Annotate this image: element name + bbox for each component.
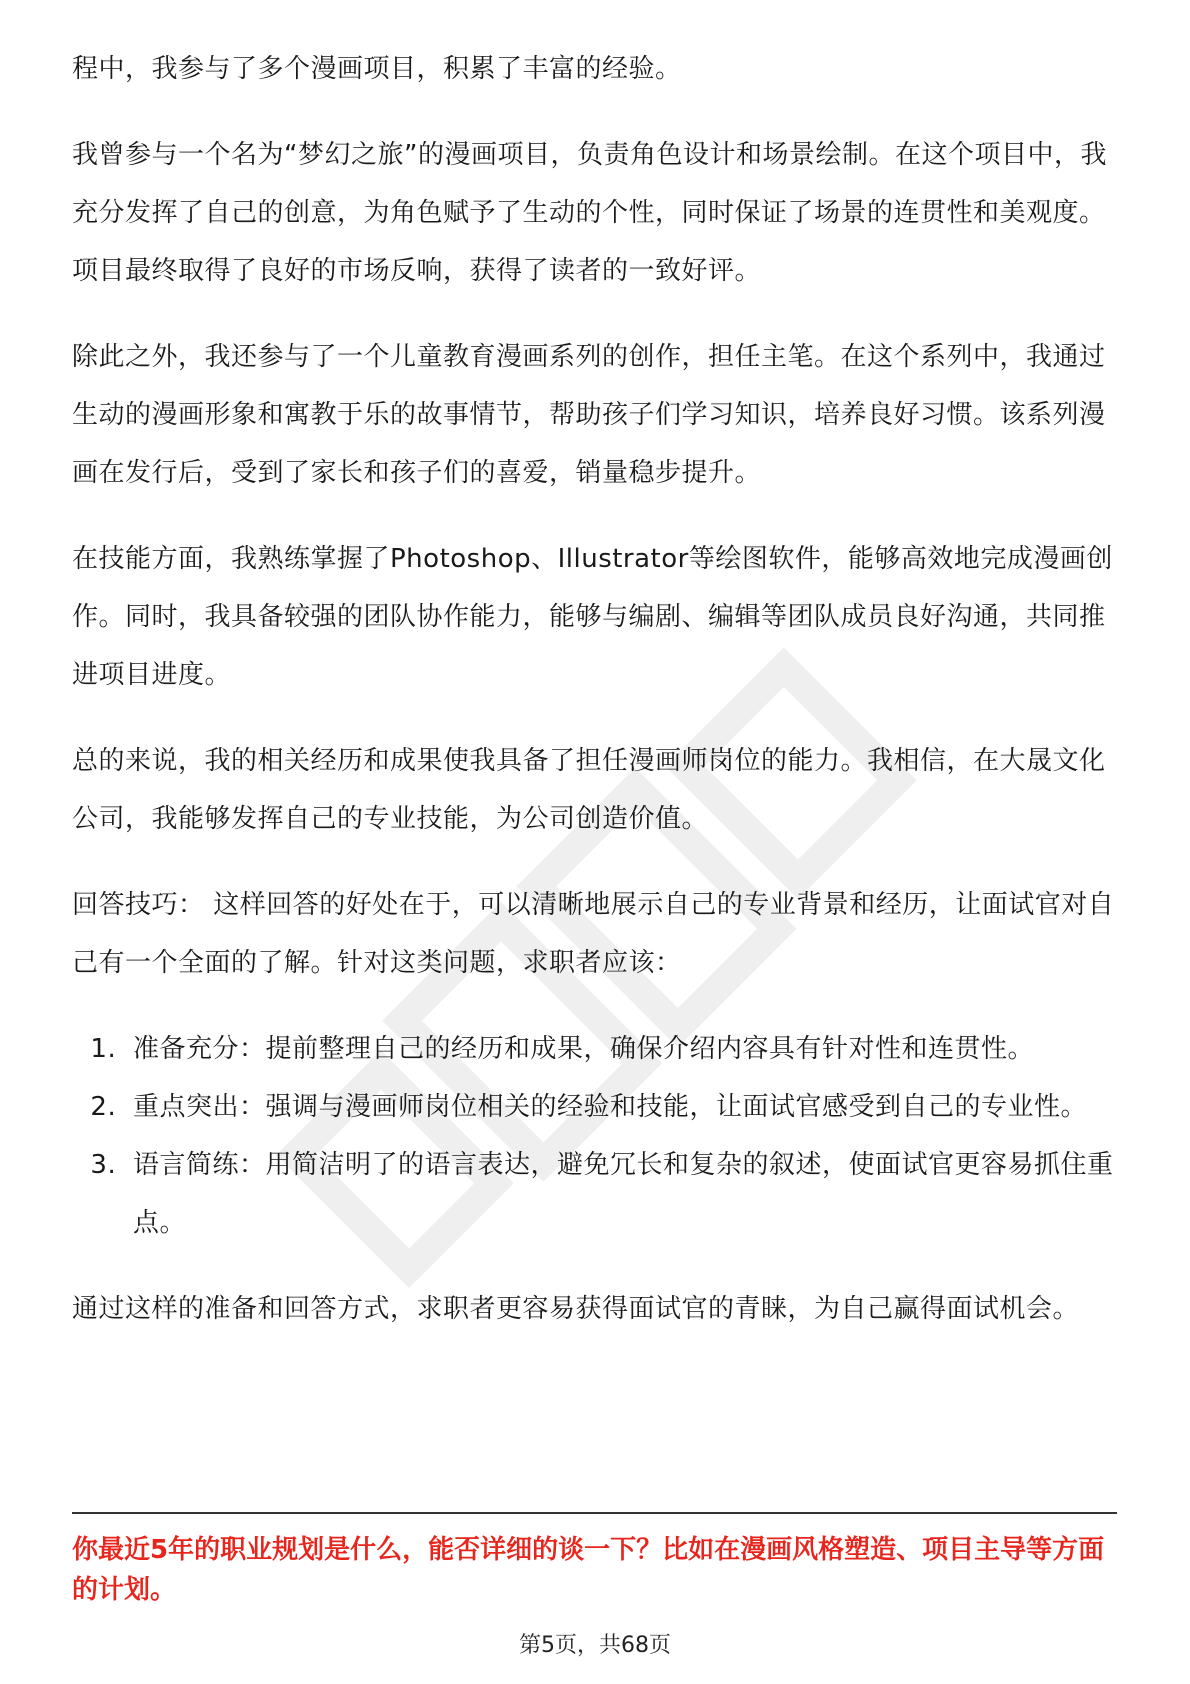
paragraph-skills: 在技能方面，我熟练掌握了Photoshop、Illustrator等绘图软件，能够高效地完成漫画创作。同时，我具备较强的团队协作能力，能够与编剧、编辑等团队成员良好沟通，共同推进项目进度。 bbox=[72, 544, 1113, 690]
page-footer: 第5页，共68页 bbox=[519, 1633, 671, 1658]
section-divider bbox=[72, 1512, 1117, 1514]
next-question-heading: 你最近5年的职业规划是什么，能否详细的谈一下？比如在漫画风格塑造、项目主导等方面的计划。 bbox=[72, 1535, 1105, 1605]
tip-item-highlight: 2. 重点突出：强调与漫画师岗位相关的经验和技能，让面试官感受到自己的专业性。 bbox=[125, 1078, 1117, 1136]
tip-item-prepare: 1. 准备充分：提前整理自己的经历和成果，确保介绍内容具有针对性和连贯性。 bbox=[125, 1020, 1117, 1078]
tips-list bbox=[72, 1020, 1117, 1252]
paragraph-answer-tips: 回答技巧： 这样回答的好处在于，可以清晰地展示自己的专业背景和经历，让面试官对自己有一个全面的了解。针对这类问题，求职者应该： bbox=[72, 890, 1115, 978]
tip-item-concise: 3. 语言简练：用简洁明了的语言表达，避免冗长和复杂的叙述，使面试官更容易抓住重点。 bbox=[125, 1136, 1117, 1252]
paragraph-dream-journey-project: 我曾参与一个名为“梦幻之旅”的漫画项目，负责角色设计和场景绘制。在这个项目中，我充分发挥了自己的创意，为角色赋予了生动的个性，同时保证了场景的连贯性和美观度。项目最终取得了良好的市场反响，获得了读者的一致好评。 bbox=[72, 140, 1107, 286]
paragraph-experience-intro: 程中，我参与了多个漫画项目，积累了丰富的经验。 bbox=[72, 54, 682, 84]
paragraph-summary: 总的来说，我的相关经历和成果使我具备了担任漫画师岗位的能力。我相信，在大晟文化公司，我能够发挥自己的专业技能，为公司创造价值。 bbox=[72, 746, 1106, 834]
document-body bbox=[72, 40, 1117, 1366]
paragraph-closing: 通过这样的准备和回答方式，求职者更容易获得面试官的青睐，为自己赢得面试机会。 bbox=[72, 1294, 1080, 1324]
paragraph-children-education-series: 除此之外，我还参与了一个儿童教育漫画系列的创作，担任主笔。在这个系列中，我通过生动的漫画形象和寓教于乐的故事情节，帮助孩子们学习知识，培养良好习惯。该系列漫画在发行后，受到了家长和孩子们的喜爱，销量稳步提升。 bbox=[72, 342, 1106, 488]
